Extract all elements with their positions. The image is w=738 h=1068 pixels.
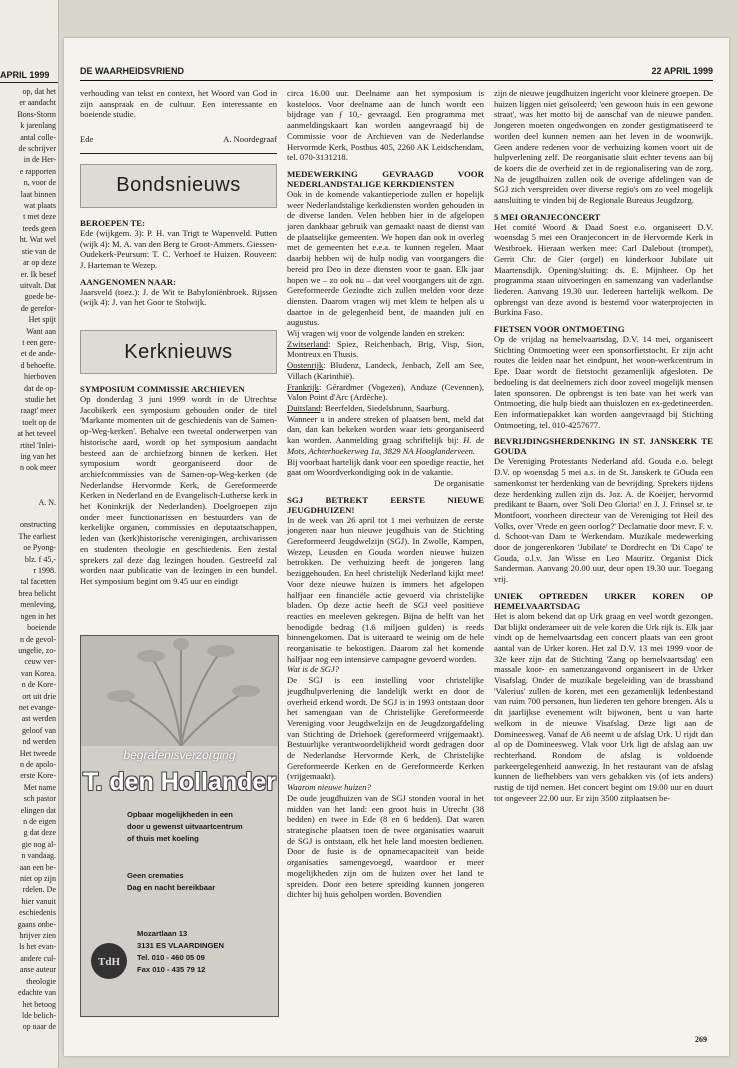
facing-page-line: toelt op de <box>22 417 56 427</box>
landen-intro: Wij vragen wij voor de volgende landen en streken: <box>287 328 465 339</box>
facing-page-line: niet op zijn <box>20 874 56 884</box>
facing-page-line: uitvalt. Dat <box>20 280 56 290</box>
facing-page-line: Met name <box>23 782 56 792</box>
ad-line: door u gewenst uitvaartcentrum <box>127 822 243 831</box>
review-closing-text: verhouding van tekst en context, het Woord van God in zijn aanspraak en de cultuur. Een interessante en boeiende studie. <box>80 88 277 120</box>
signature-place: Ede <box>80 134 94 145</box>
sgj-subheading <box>287 664 484 675</box>
facing-page-line <box>0 474 56 485</box>
facing-page-rule <box>0 82 58 83</box>
facing-page-line: gaans onbe- <box>17 919 56 929</box>
ad-services <box>127 809 272 845</box>
facing-page-line: wat plaats <box>23 201 56 211</box>
ad-notes <box>127 870 272 894</box>
ad-line: Dag en nacht bereikbaar <box>127 883 216 892</box>
ad-phone: Tel. 010 - 460 05 09 <box>137 953 205 962</box>
beroepen-heading: BEROEPEN TE: <box>80 217 146 228</box>
facing-page-line: oe Pyong- <box>23 543 56 553</box>
facing-page-line: antal colle- <box>20 132 56 142</box>
aangenomen-heading: AANGENOMEN NAAR: <box>80 276 177 287</box>
facing-page-line: Het spijt <box>28 315 56 325</box>
facing-page-line: boeiende <box>27 623 56 633</box>
divider <box>80 153 277 154</box>
aangenomen-text: Jaarsveld (toez.): J. de Wit te Babyloniënbroek. Rijssen (wijk 4): J. van het Goor te Stolwijk. <box>80 286 277 308</box>
medewerking-text-3: Bij voorbaat hartelijk dank voor een spoedige reactie, het gaat om Woordverkondiging ook in de vakantie. <box>287 456 484 478</box>
facing-page-line: brea belicht <box>18 588 56 598</box>
facing-page-line: raagt' meer <box>20 406 56 416</box>
facing-page-line: geloof van <box>22 725 56 735</box>
facing-page-line: onstructing <box>20 520 56 530</box>
facing-page-line: er. Ik besef <box>20 269 56 279</box>
facing-page-line: g dat deze <box>23 828 56 838</box>
ad-address: Mozartlaan 13 <box>137 929 188 938</box>
facing-page-line: de gerefor- <box>20 303 56 313</box>
facing-page-line: ungelie, zo- <box>18 645 56 655</box>
facing-page-line: anse auteur <box>19 965 56 975</box>
ad-line: Opbaar mogelijkheden in een <box>127 810 233 819</box>
sgj-text: In de week van 26 april tot 1 mei verhuizen de eerste jongeren naar hun nieuwe jeugdhuis van de Stichting Gereformeerd Jeugdwelzijn (SGJ). In Zwolle, Kampen, Wezep, Leusden en Gouda worden nieuwe huizen betrokken. De verhuizing heeft de jongeren lang beziggehouden. En heel christelijk Nederland kijkt mee! Voor deze nieuwe huizen is immers het afgelopen halfjaar een financiële actie gevoerd via christelijke bladen. Op deze actie heeft de SGJ veel positieve reacties en meeleven gekregen. Bijna de helft van het benodigde bedrag (1.6 miljoen gulden) is reeds binnengekomen. Dat is uiteraard te weinig om de hele reorganisatie te bekostigen. Daarom zal het komende halfjaar nog een intensieve campagne gevoerd worden. <box>287 514 484 664</box>
land-places: : Bludenz, Landeck, Jenbach, Zell am See, Villach (Karinthië). <box>287 360 484 381</box>
facing-page-line: het betoog <box>22 999 56 1009</box>
plant-illustration <box>81 636 278 746</box>
facing-page-line: in de Her- <box>23 155 56 165</box>
facing-page-line: ast werden <box>21 714 56 724</box>
bondsnieuws-banner: Bondsnieuws <box>80 164 277 208</box>
sgj-continued: zijn de nieuwe jeugdhuizen ingericht voor kleinere groepen. De huizen liggen niet geïsoleerd; 'een gewoon huis in een gewone straat', was het motto bij de aanschaf van de nieuwe panden. Jongeren moeten ongedwongen en zonder gestigmatiseerd te worden deel kunnen nemen aan het leven in de woonwijk. Geen andere redenen voor de verhuizing komen voort uit de hulpverlening zelf. De reorganisatie sluit echter tevens aan bij de koers die de overheid zet in de regionalisering van de zorg. Na de jeugdhuizen zullen ook de overige afdelingen van de SGJ zich verspreiden over diverse regio's om zo veel mogelijk aansluiting te vinden bij de Regionale Bureaus Jeugdzorg. <box>494 88 713 206</box>
facing-page-line <box>0 508 56 519</box>
facing-page-line: hrijver zien <box>19 931 56 941</box>
facing-page-edge <box>0 0 59 1068</box>
facing-page-line: er aandacht <box>19 98 56 108</box>
facing-page-line: n, voor de <box>23 178 56 188</box>
facing-page-text <box>0 86 56 1033</box>
facing-page-line: ceuw ver- <box>24 657 56 667</box>
facing-page-line: nd werden <box>22 737 56 747</box>
facing-page-line: net evange- <box>18 702 56 712</box>
kerknieuws-banner: Kerknieuws <box>80 330 277 374</box>
facing-page-line <box>0 485 56 496</box>
urker-text: Het is alom bekend dat op Urk graag en veel wordt gezongen. Dat blijkt onderameer uit de vele koren die Urk rijk is. Elk jaar vindt op de hemelvaartsdag een concert plaats van een groot aantal van de Urker koren. Het zal D.V. 13 mei 1999 voor de 32e keer zijn dat de Stichting 'Zang op hemelvaartsdag' een massale koor- en samenzangavond organiseert in de Urker Visafslag. Onder de muzikale begeleiding van de brassband 'Valerius' zullen de koren, met een gezamenlijk ledenbestand van ruim 700 personen, hun liederen ten gehore brengen. Als u dit jaarlijkse evenement wilt bijwonen, bent u van harte welkom in de nieuwe Visafslag. Deze ligt aan de Domineesweg. Vanaf de A6 neemt u de afslag Urk. U rijdt dan al op de Domineesweg. Vlak voor Urk ligt de afslag aan uw rechterhand. Rondom de afslag is voldoende parkeergelegenheid aanwezig. In het restaurant van de afslag kunnen de liefhebbers van vers gebakken vis (of iets anders) rustig de tijd nemen. Het concert begint om 19.00 uur en duurt tot ongeveer 22.00 uur. Er zijn 3500 zitplaatsen be- <box>494 610 713 803</box>
facing-page-line: ls het evan- <box>19 942 56 952</box>
review-signature <box>80 134 277 145</box>
facing-page-line: dat de op- <box>24 383 56 393</box>
facing-page-line: n de gevol- <box>20 634 56 644</box>
facing-page-line: edachte van <box>18 988 56 998</box>
facing-page-line: hier vanuit <box>21 896 56 906</box>
facing-page-line: Want aan <box>26 326 56 336</box>
facing-page-line: Bons-Storm <box>17 109 56 119</box>
facing-page-line: ort uit drie <box>22 691 56 701</box>
facing-page-line: eschiedenis <box>19 908 56 918</box>
facing-page-line: ing van het <box>20 452 56 461</box>
facing-page-line: de schrijver <box>18 144 56 154</box>
facing-page-line: ngen in het <box>20 611 56 621</box>
facing-page-line: studie het <box>25 394 56 404</box>
facing-page-line: The earliest <box>18 531 56 541</box>
land-name: Zwitserland <box>287 338 329 349</box>
land-entry <box>287 339 484 360</box>
oranjeconcert-heading: 5 MEI ORANJECONCERT <box>494 211 601 222</box>
land-places: : Beerfelden, Siedelsbrunn, Saarburg. <box>320 402 450 413</box>
facing-page-line: elingen dat <box>20 805 56 815</box>
oranjeconcert-text: Het comité Woord & Daad Soest e.o. organiseert D.V. woensdag 5 mei een Oranjeconcert in de Hervormde Kerk in Westbroek. Hieraan werken mee: Carl Dalebout (trompet), Gerrit Chr. de Gier (orgel) en kinderkoor Jubilate uit Maartensdijk. Opening/sluiting: ds. E. Mijnheer. Op het programma staan uitvoeringen en samenzang van vaderlandse liederen. Aanvang 19.30 uur. Iedereen hartelijk welkom. De opbrengst van deze avond is bestemd voor waterprojecten in Burkina Faso. <box>494 221 713 318</box>
facing-page-line: rtitel 'Inlei- <box>20 440 56 450</box>
organisation-signature: De organisatie <box>434 477 484 488</box>
land-entry <box>287 360 484 381</box>
land-entry <box>287 382 484 403</box>
waarom-nieuwe-huizen: Waarom nieuwe huizen? <box>287 782 371 793</box>
symposium-continued: circa 16.00 uur. Deelname aan het symposium is kosteloos. Voor deelname aan de lunch wordt een bijdrage van ƒ 10,- gevraagd. Een programma met aanmeldingskaart kan worden aangevraagd bij de Commissie voor de Archieven van de Nederlandse Hervormde Kerk, Postbus 405, 2260 AK Leidschendam, tel. 070-3131218. <box>287 88 484 163</box>
sgj-text-2: De SGJ is een instelling voor christelijke jeugdhulpverlening die landelijk werkt en door de overheid erkend wordt. De SGJ is in 1993 ontstaan door het samengaan van de Christelijke Gereformeerde Vereniging voor Jeugdwelzijn en de Jeugdzorgafdeling van Stichting de Driehoek (gereformeerd vrijgemaakt). Bestuurlijke verantwoordelijkheid wordt gedragen door de Nederlandse Hervormde Kerk, de Christelijke Gereformeerde Kerken en de Gereformeerde Kerken (vrijgemaakt). <box>287 675 484 782</box>
facing-page-line: stie van de <box>21 246 56 256</box>
fietsen-text: Op de vrijdag na hemelvaartsdag, D.V. 14 mei, organiseert Stichting Ontmoeting weer een sponsorfietstocht. Er zijn acht routes die leiden naar het eindpunt, het woon-werkcentrum in Epe. Daar wordt de fietstocht gezamenlijk afgesloten. De bedoeling is dat deelnemers zich door zoveel mogelijk mensen laten sponsoren. De opbrengst is ten bate van het werk van Ontmoeting, die hulp biedt aan thuislozen en ex-gedetineerden. Een informatiepakket kan worden aangevraagd bij Stichting Ontmoeting, tel. 010-4257677. <box>494 334 713 430</box>
ad-city: 3131 ES VLAARDINGEN <box>137 941 224 950</box>
facing-page-line: van Korea. <box>20 668 56 678</box>
sgj-subheading <box>287 782 484 793</box>
facing-page-line: d behoefte. <box>20 360 56 370</box>
facing-page-line: laat binnen <box>20 189 56 199</box>
facing-page-line: n de apolo- <box>20 759 56 769</box>
funeral-advertisement <box>80 635 279 1017</box>
contact-address: H. de Mots, Achterhoekerweg 1a, 3829 NA Hooglanderveen. <box>287 435 484 456</box>
facing-page-line: n vandaag. <box>21 851 56 861</box>
facing-page-line: rdelen. De <box>22 885 56 895</box>
bevrijding-heading: BEVRIJDINGSHERDENKING IN ST. JANSKERK TE GOUDA <box>494 436 713 457</box>
ad-company-name: T. den Hollander <box>82 768 277 796</box>
signature-name: A. Noordegraaf <box>223 134 277 145</box>
facing-page-line: theologie <box>26 976 56 986</box>
facing-page-line: aan een be- <box>19 862 56 872</box>
fietsen-heading: FIETSEN VOOR ONTMOETING <box>494 324 625 335</box>
page-number: 269 <box>695 1035 707 1044</box>
facing-page-line: t een gere- <box>22 337 56 347</box>
facing-page-line: ht. Wat wel <box>19 235 56 245</box>
sgj-text-3: De oude jeugdhuizen van de SGJ stonden vooral in het midden van het land: een groot huis in Utrecht (38 bedden) en twee in Ede (8 en 6 bedden). Dat waren strategische plaatsen toen de twee organisaties waaruit de SGJ is ontstaan, elk het hele land moesten bedienen. Door de fusie is de opnamecapaciteit van beide organisaties samengevoegd, waardoor er meer mogelijkheden zijn om de huizen over het land te spreiden. Door een betere spreiding kunnen jongeren dichter bij huis geholpen worden. Bovendien <box>287 792 484 900</box>
symposium-heading: SYMPOSIUM COMMISSIE ARCHIEVEN <box>80 384 245 395</box>
urker-heading: UNIEK OPTREDEN URKER KOREN OP HEMELVAARTSDAG <box>494 590 713 611</box>
publication-title: DE WAARHEIDSVRIEND <box>80 66 185 76</box>
facing-page-running-head: APRIL 1999 <box>0 70 50 80</box>
facing-page-line: op, dat het <box>22 87 56 96</box>
symposium-text: Op donderdag 3 juni 1999 wordt in de Utrechtse Jacobikerk een symposium gehouden onder de titel 'Markante momenten uit de geschiedenis van de Samen-op-Weg-kerken'. Behalve een tweetal onderwerpen van historische aard, wordt op het symposium aandacht besteed aan de archiefzorg binnen de kerken. Het symposium wordt georganiseerd door de archiefcommissies van de Samen-op-Weg-kerken (de Nederlandse Hervormde Kerk, de Gereformeerde Kerken in Nederland en de Evangelisch-Lutherse kerk in het Koninkrijk der Nederlanden). Doelgroepen zijn onder meer functionarissen en bestuurders van de kerkelijke organen, commissies en deputaatschappen, leden van (kerk)historische verenigingen, archivarissen en studenten theologie en geschiedenis. Een zestal sprekers zal deze dag lezingen houden. Gestreefd zal worden naar publicatie van de lezingen in een bundel. Het symposium begint om 9.45 uur en eindigt <box>80 394 277 586</box>
facing-page-line: goede be- <box>24 292 56 302</box>
facing-page-line: teeds geen <box>22 223 56 233</box>
land-name: Frankrijk <box>287 381 319 392</box>
facing-page-line: Het tweede <box>19 748 56 758</box>
medewerking-text: Ook in de komende vakantieperiode zullen er hopelijk weer Nederlandstalige kerkdiensten worden gehouden in de diverse landen. Velen hebben hier in de afgelopen jaren dankbaar gebruik van gemaakt naast de dienst van de plaatselijke gemeenten. We hopen dan ook in overleg met de gemeenten het e.e.a. te kunnen regelen. Maar daarbij hebben wij de hulp nodig van voorgangers die bereid pro Deo in deze diensten voor te gaan. Elk jaar hopen we – zo ook nu – dat veel voorgangers uit de zgn. Gereformeerde Gezindte zich zullen melden voor deze diensten. Daarom vragen wij met klem te helpen als u daartoe in de gelegenheid bent, de maanden juli en augustus. <box>287 188 484 328</box>
ad-line: Geen crematies <box>127 871 184 880</box>
column-2 <box>287 88 484 1038</box>
land-entry <box>287 403 484 414</box>
facing-page-line: e rapporten <box>19 166 56 176</box>
beroepen-text: Ede (wijkgem. 3): P. H. van Trigt te Wapenveld. Putten (wijk 4): M. A. van den Berg te Groot-Ammers. Giessen-Oudekerk-Peursum: T. C. Verhoef te Huizen. Rouveen: J. Harteman te Wezep. <box>80 227 277 270</box>
facing-page-line: lde belich- <box>22 1010 56 1020</box>
facing-page-line: hierboven <box>24 372 56 382</box>
ad-contact <box>137 928 279 976</box>
land-places: : Spiez, Reichenbach, Brig, Visp, Sion, Montreux en Thusis. <box>287 338 484 360</box>
facing-page-line: t met deze <box>23 212 56 222</box>
sgj-heading: SGJ BETREKT EERSTE NIEUWE JEUGDHUIZEN! <box>287 494 484 515</box>
column-3 <box>494 88 713 1038</box>
medewerking-heading: MEDEWERKING GEVRAAGD VOOR NEDERLANDSTALIGE KERKDIENSTEN <box>287 168 484 189</box>
facing-page-line: A. N. <box>38 497 56 507</box>
ad-line: of thuis met koeling <box>127 834 199 843</box>
facing-page-line: et de ande- <box>20 349 56 359</box>
facing-page-line: at het teveel <box>17 429 56 439</box>
land-name: Oostenrijk <box>287 360 324 371</box>
facing-page-line: op naar de <box>22 1022 56 1032</box>
facing-page-line: erste Kore- <box>20 771 56 781</box>
facing-page-line: n ook meer <box>20 463 56 473</box>
facing-page-line: ar op deze <box>23 258 56 268</box>
ad-fax: Fax 010 - 435 79 12 <box>137 965 206 974</box>
facing-page-line: n de eigen <box>23 817 56 826</box>
facing-page-line: tal facetten <box>20 577 56 587</box>
facing-page-line: n de Kore- <box>21 680 56 690</box>
newspaper-page <box>64 38 729 1056</box>
facing-page-line: blz. f 45,- <box>24 554 56 564</box>
wat-is-sgj: Wat is de SGJ? <box>287 664 339 675</box>
company-logo <box>89 941 129 981</box>
running-head <box>80 66 713 81</box>
facing-page-line: k jarenlang <box>20 121 56 131</box>
facing-page-line: sch pastor <box>23 794 56 804</box>
bevrijding-text: De Vereniging Protestants Nederland afd. Gouda e.o. belegt D.V. op woensdag 5 mei a.s. in de St. Janskerk te GOuda een samenkomst ter herdenking van de bevrijding. Sprekers tijdens deze herdenking zullen zijn ds. Joz. A. de Koeijer, hervormd predikant te Baarn, over 'Soli Deo Gloria!' en J. J. Frinsel sr. te Montfoort, voorheen directeur van de Vereniging tot Heil des Volks, over 'Vrede en geen oorlog?' Declamatie door mevr. F. v. d. Schoot-van Dam te Werkendam. Muzikale medewerking door de jongerenkoren 'Jubilate' te Dordrecht en 'Di Capo' te Gouda, o.l.v. Jan Wisse en Leo Mauritz. Organist Dick Sanderman. Aanvang 20.00 uur, deur open 19.30 uur. Toegang vrij. <box>494 456 713 585</box>
land-places: : Gérardmer (Vogezen), Anduze (Cevennen), Valon Point d'Arc (Ardèche). <box>287 381 484 403</box>
land-name: Duitsland <box>287 402 321 413</box>
facing-page-line: gie nog al- <box>21 839 56 849</box>
facing-page-line: menleving, <box>20 600 56 610</box>
ad-tagline: begrafenisverzorging <box>123 748 236 762</box>
logo-monogram: TdH <box>97 956 121 968</box>
aanmelding-text: Wanneer u in andere streken of plaatsen bent, meld dat dan, dan kan bekeken worden waar iets georganiseerd kan worden. Aanmelding graag schriftelijk bij: <box>287 413 484 446</box>
facing-page-line: r 1998. <box>33 566 56 576</box>
issue-date: 22 APRIL 1999 <box>651 66 713 76</box>
medewerking-text-2 <box>287 414 484 457</box>
facing-page-line: andere cul- <box>20 953 56 963</box>
